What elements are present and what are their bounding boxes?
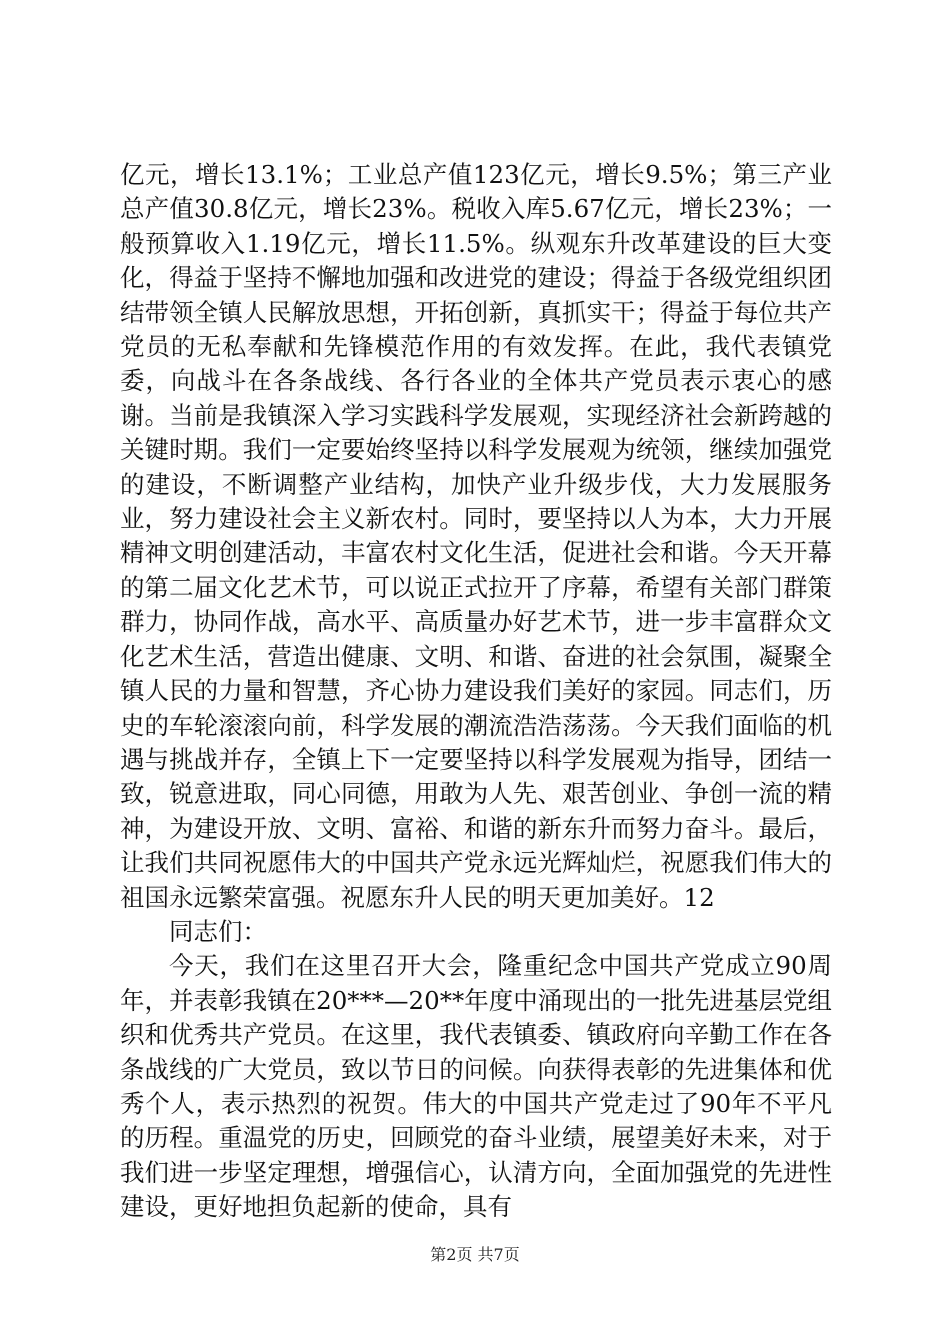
paragraph-salutation: 同志们： xyxy=(169,916,267,946)
paragraph-continuation: 亿元，增长13.1%；工业总产值123亿元，增长9.5%；第三产业总产值30.8亿元，增长23%。税收入库5.67亿元，增长23%；一般预算收入1.19亿元，增长11.5%。纵观东升改革建设的巨大变化，得益于坚持不懈地加强和改进党的建设；得益于各级党组织团结带领全镇人民解放思想，开拓创新，真抓实干；得益于每位共产党员的无私奉献和先锋模范作用的有效发挥。在此，我代表镇党委，向战斗在各条战线、各行各业的全体共产党员表示衷心的感谢。当前是我镇深入学习实践科学发展观，实现经济社会新跨越的关键时期。我们一定要始终坚持以科学发展观为统领，继续加强党的建设，不断调整产业结构，加快产业升级步伐，大力发展服务业，努力建设社会主义新农村。同时，要坚持以人为本，大力开展精神文明创建活动，丰富农村文化生活，促进社会和谐。今天开幕的第二届文化艺术节，可以说正式拉开了序幕，希望有关部门群策群力，协同作战，高水平、高质量办好艺术节，进一步丰富群众文化艺术生活，营造出健康、文明、和谐、奋进的社会氛围，凝聚全镇人民的力量和智慧，齐心协力建设我们美好的家园。同志们，历史的车轮滚滚向前，科学发展的潮流浩浩荡荡。今天我们面临的机遇与挑战并存，全镇上下一定要坚持以科学发展观为指导，团结一致，锐意进取，同心同德，用敢为人先、艰苦创业、争创一流的精神，为建设开放、文明、富裕、和谐的新东升而努力奋斗。最后，让我们共同祝愿伟大的中国共产党永远光辉灿烂，祝愿我们伟大的祖国永远繁荣富强。祝愿东升人民的明天更加美好。12 xyxy=(120,160,832,912)
page-number-footer: 第2页 共7页 xyxy=(430,1245,520,1264)
document-body xyxy=(120,158,832,1225)
paragraph-speech: 今天，我们在这里召开大会，隆重纪念中国共产党成立90周年，并表彰我镇在20***—20**年度中涌现出的一批先进基层党组织和优秀共产党员。在这里，我代表镇委、镇政府向辛勤工作在各条战线的广大党员，致以节日的问候。向获得表彰的先进集体和优秀个人，表示热烈的祝贺。伟大的中国共产党走过了90年不平凡的历程。重温党的历史，回顾党的奋斗业绩，展望美好未来，对于我们进一步坚定理想，增强信心，认清方向，全面加强党的先进性建设，更好地担负起新的使命，具有 xyxy=(120,951,832,1222)
